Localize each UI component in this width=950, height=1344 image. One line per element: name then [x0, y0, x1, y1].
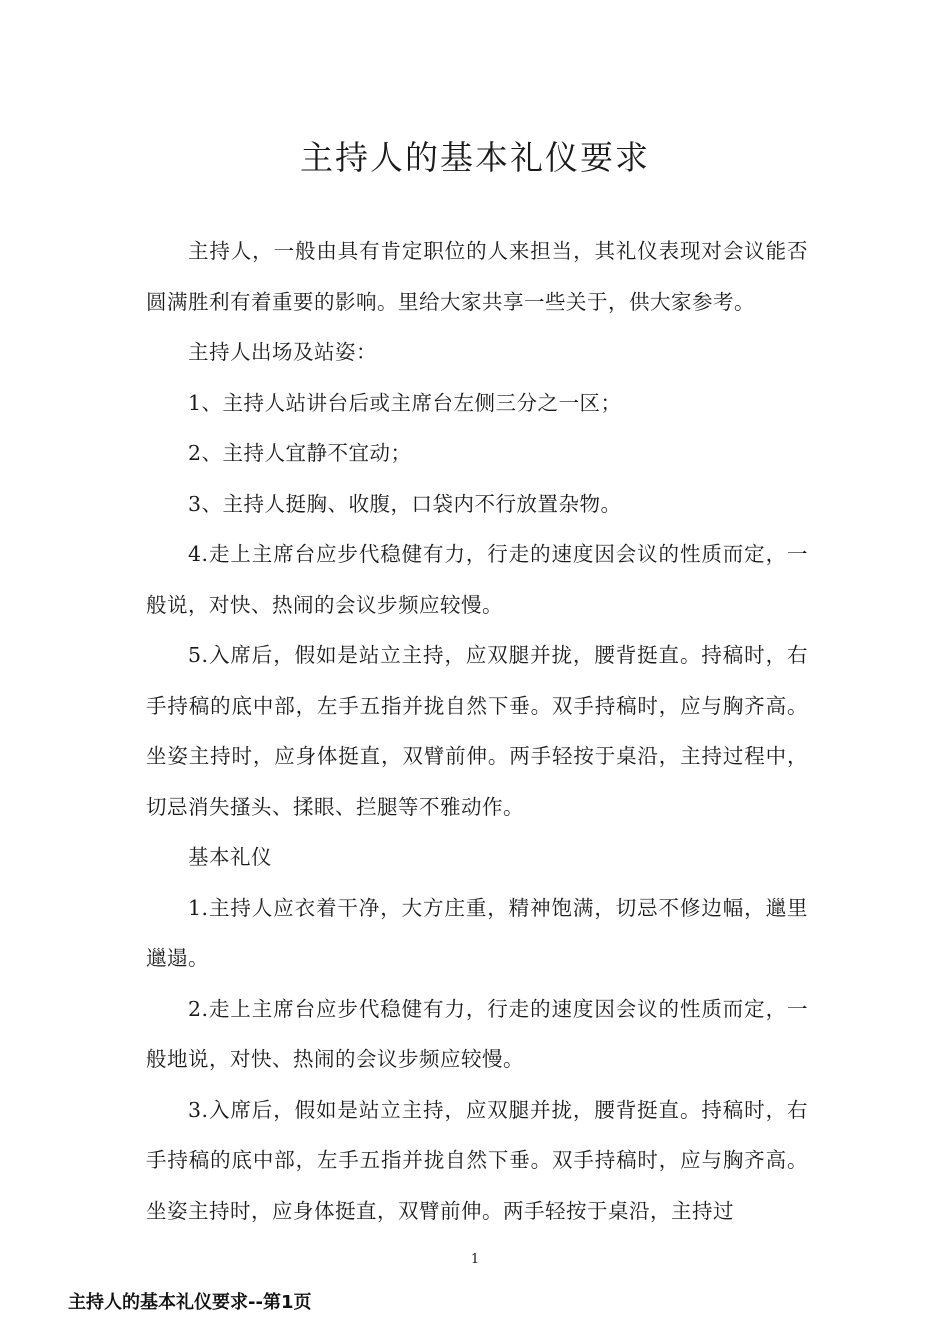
paragraph: 3、主持人挺胸、收腹，口袋内不行放置杂物。: [188, 491, 622, 516]
page-footer: 主持人的基本礼仪要求--第1页: [68, 1292, 312, 1313]
paragraph: 主持人，一般由具有肯定职位的人来担当，其礼仪表现对会议能否圆满胜利有着重要的影响。里给大家共享一些关于，供大家参考。: [146, 239, 808, 314]
section-heading: 基本礼仪: [188, 845, 272, 869]
paragraph: 主持人出场及站姿：: [188, 340, 377, 364]
paragraph: 2.走上主席台应步代稳健有力，行走的速度因会议的性质而定，一般地说，对快、热闹的会议步频应较慢。: [146, 996, 808, 1071]
paragraph: 1、主持人站讲台后或主席台左侧三分之一区；: [188, 390, 622, 415]
paragraph: 3.入席后，假如是站立主持，应双腿并拢，腰背挺直。持稿时，右手持稿的底中部，左手五指并拢自然下垂。双手持稿时，应与胸齐高。坐姿主持时，应身体挺直，双臂前伸。两手轻按于桌沿，主持过: [146, 1097, 808, 1223]
document-title: 主持人的基本礼仪要求: [300, 138, 650, 177]
document-body: [146, 226, 808, 1236]
paragraph: 1.主持人应衣着干净，大方庄重，精神饱满，切忌不修边幅，邋里邋遢。: [146, 895, 808, 970]
paragraph: 4.走上主席台应步代稳健有力，行走的速度因会议的性质而定，一般说，对快、热闹的会议步频应较慢。: [146, 542, 808, 617]
paragraph: 5.入席后，假如是站立主持，应双腿并拢，腰背挺直。持稿时，右手持稿的底中部，左手五指并拢自然下垂。双手持稿时，应与胸齐高。坐姿主持时，应身体挺直，双臂前伸。两手轻按于桌沿，主持过程中，切忌消失搔头、揉眼、拦腿等不雅动作。: [146, 643, 808, 819]
paragraph: 2、主持人宜静不宜动；: [188, 441, 412, 465]
page-number: 1: [470, 1252, 480, 1267]
